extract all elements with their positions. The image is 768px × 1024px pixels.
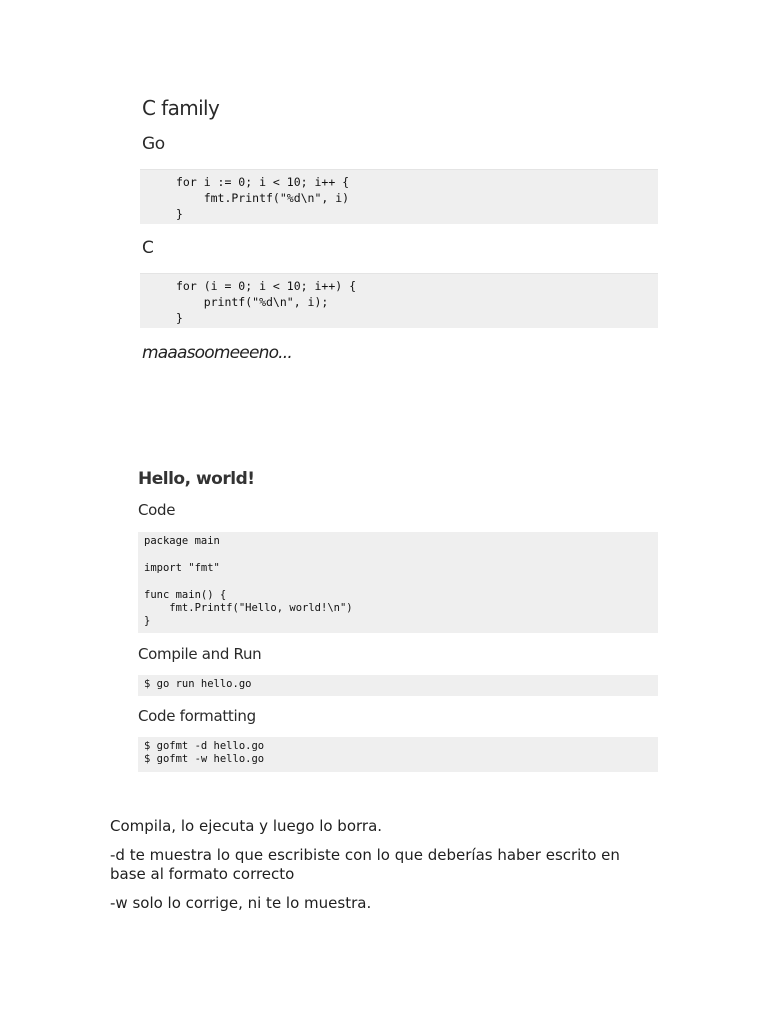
c-code-block: for (i = 0; i < 10; i++) { printf("%d\n", i); } xyxy=(140,273,658,328)
go-code-block: for i := 0; i < 10; i++ { fmt.Printf("%d\n", i) } xyxy=(140,169,658,224)
code-heading: Code xyxy=(138,501,176,519)
hello-code-block: package main import "fmt" func main() { fmt.Printf("Hello, world!\n") } xyxy=(138,532,658,633)
compile-run-heading: Compile and Run xyxy=(138,645,262,663)
remark-text: maaasoomeeeno... xyxy=(142,343,292,363)
note-paragraph-3: -w solo lo corrige, ni te lo muestra. xyxy=(110,894,372,912)
go-heading: Go xyxy=(142,134,165,154)
note-paragraph-2: -d te muestra lo que escribiste con lo que deberías haber escrito en base al formato correcto xyxy=(110,846,620,883)
c-family-title: C family xyxy=(142,96,220,120)
c-heading: C xyxy=(142,238,154,258)
fmt-code-block: $ gofmt -d hello.go $ gofmt -w hello.go xyxy=(138,737,658,772)
run-code-block: $ go run hello.go xyxy=(138,675,658,696)
code-formatting-heading: Code formatting xyxy=(138,707,256,725)
note-paragraph-1: Compila, lo ejecuta y luego lo borra. xyxy=(110,817,383,835)
hello-world-title: Hello, world! xyxy=(138,469,255,489)
